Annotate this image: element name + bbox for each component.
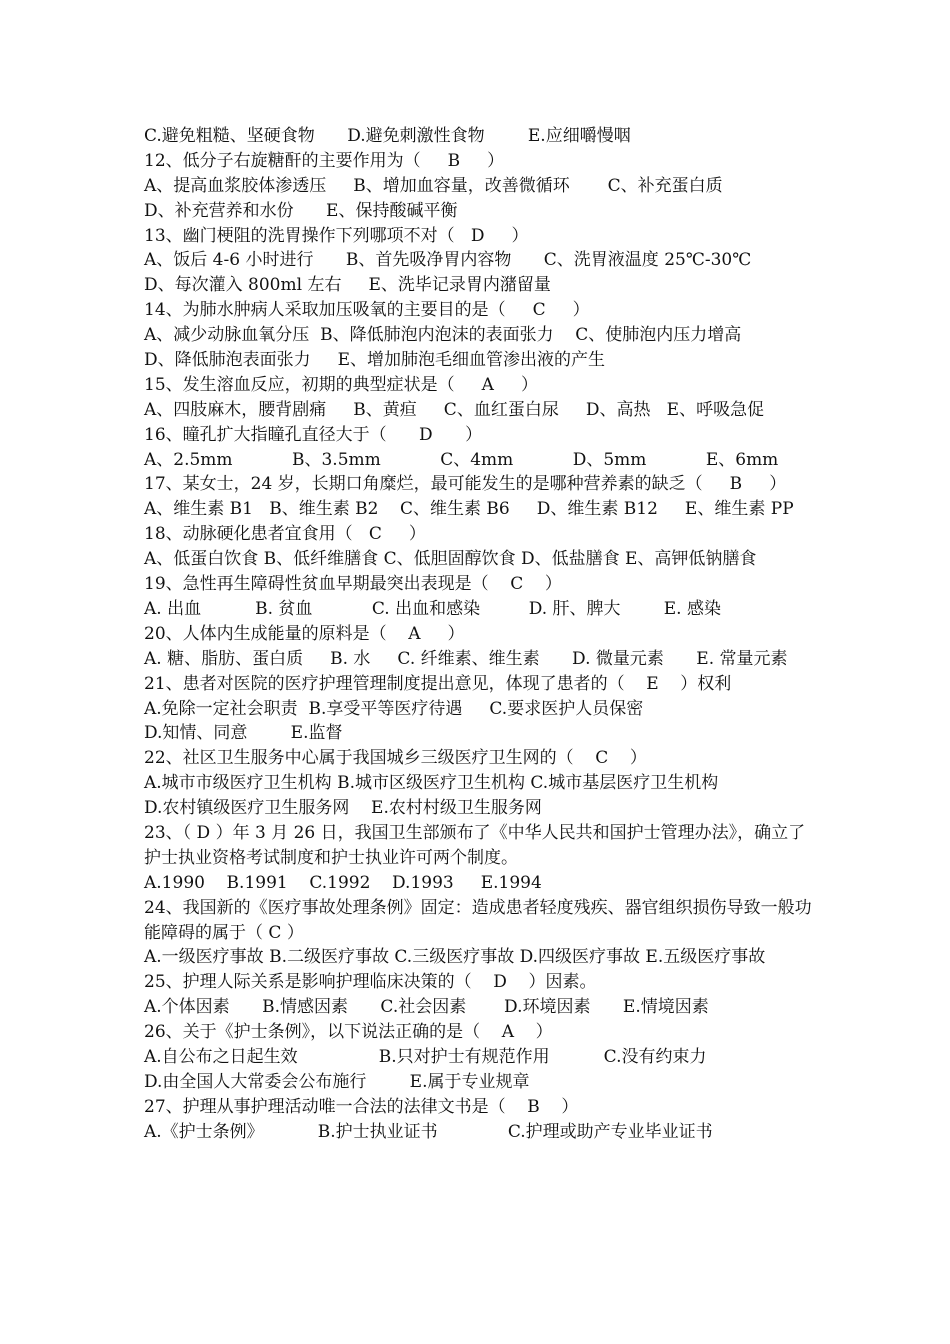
option-line: D、补充营养和水份 E、保持酸碱平衡 (144, 200, 458, 221)
question-line: 26、关于《护士条例》，以下说法正确的是（ A ） (144, 1022, 553, 1043)
option-line: D.由全国人大常委会公布施行 E.属于专业规章 (144, 1071, 530, 1092)
option-line: D.农村镇级医疗卫生服务网 E.农村村级卫生服务网 (144, 798, 542, 819)
option-line: A.《护士条例》 B.护士执业证书 C.护理或助产专业毕业证书 (144, 1121, 713, 1142)
option-line: A. 糖、脂肪、蛋白质 B. 水 C. 纤维素、维生素 D. 微量元素 E. 常量元素 (144, 648, 788, 669)
option-line: A.免除一定社会职责 B.享受平等医疗待遇 C.要求医护人员保密 (144, 698, 644, 719)
question-line: 16、瞳孔扩大指瞳孔直径大于（ D ） (144, 424, 483, 445)
option-line: D、降低肺泡表面张力 E、增加肺泡毛细血管渗出液的产生 (144, 350, 606, 371)
option-line: A.自公布之日起生效 B.只对护士有规范作用 C.没有约束力 (144, 1047, 707, 1068)
option-line: A、提高血浆胶体渗透压 B、增加血容量，改善微循环 C、补充蛋白质 (144, 175, 723, 196)
question-line: 19、急性再生障碍性贫血早期最突出表现是（ C ） (144, 574, 562, 595)
option-line: A.1990 B.1991 C.1992 D.1993 E.1994 (144, 872, 542, 893)
option-line: A、减少动脉血氧分压 B、降低肺泡内泡沫的表面张力 C、使肺泡内压力增高 (144, 325, 742, 346)
question-line: 21、患者对医院的医疗护理管理制度提出意见，体现了患者的（ E ）权利 (144, 673, 732, 694)
option-line: A、维生素 B1 B、维生素 B2 C、维生素 B6 D、维生素 B12 E、维生素 PP (144, 499, 794, 520)
option-line: A、低蛋白饮食 B、低纤维膳食 C、低胆固醇饮食 D、低盐膳食 E、高钾低钠膳食 (144, 549, 757, 570)
option-line: A、饭后 4-6 小时进行 B、首先吸净胃内容物 C、洗胃液温度 25℃-30℃ (144, 250, 752, 271)
option-line: A.城市市级医疗卫生机构 B.城市区级医疗卫生机构 C.城市基层医疗卫生机构 (144, 773, 719, 794)
option-line: A. 出血 B. 贫血 C. 出血和感染 D. 肝、脾大 E. 感染 (144, 598, 721, 619)
option-line: A、四肢麻木，腰背剧痛 B、黄疸 C、血红蛋白尿 D、高热 E、呼吸急促 (144, 399, 765, 420)
option-line: A.个体因素 B.情感因素 C.社会因素 D.环境因素 E.情境因素 (144, 997, 709, 1018)
question-line: 12、低分子右旋糖酐的主要作用为（ B ） (144, 150, 505, 171)
option-line: D.知情、同意 E.监督 (144, 723, 343, 744)
question-line: 24、我国新的《医疗事故处理条例》固定：造成患者轻度残疾、器官组织损伤导致一般功能障碍的属于（ C ） (144, 897, 812, 943)
question-line: 18、动脉硬化患者宜食用（ C ） (144, 524, 426, 545)
question-line: 15、发生溶血反应，初期的典型症状是（ A ） (144, 374, 538, 395)
text-line: C.避免粗糙、坚硬食物 D.避免刺激性食物 E.应细嚼慢咽 (144, 126, 631, 146)
question-line: 17、某女士，24 岁，长期口角糜烂，最可能发生的是哪种营养素的缺乏（ B ） (144, 474, 787, 495)
option-line: A、2.5mm B、3.5mm C、4mm D、5mm E、6mm (144, 449, 779, 470)
question-line: 23、（ D ）年 3 月 26 日，我国卫生部颁布了《中华人民共和国护士管理办法》，确立了护士执业资格考试制度和护士执业许可两个制度。 (144, 822, 806, 868)
option-line: D、每次灌入 800ml 左右 E、洗毕记录胃内潴留量 (144, 275, 551, 296)
document-page (144, 124, 814, 1145)
question-line: 22、社区卫生服务中心属于我国城乡三级医疗卫生网的（ C ） (144, 748, 647, 769)
question-line: 14、为肺水肿病人采取加压吸氧的主要目的是（ C ） (144, 300, 590, 321)
question-line: 27、护理从事护理活动唯一合法的法律文书是（ B ） (144, 1096, 579, 1117)
question-line: 25、护理人际关系是影响护理临床决策的（ D ）因素。 (144, 972, 597, 993)
question-line: 13、幽门梗阻的洗胃操作下列哪项不对（ D ） (144, 225, 529, 246)
option-line: A.一级医疗事故 B.二级医疗事故 C.三级医疗事故 D.四级医疗事故 E.五级医疗事故 (144, 947, 766, 968)
question-line: 20、人体内生成能量的原料是（ A ） (144, 623, 465, 644)
